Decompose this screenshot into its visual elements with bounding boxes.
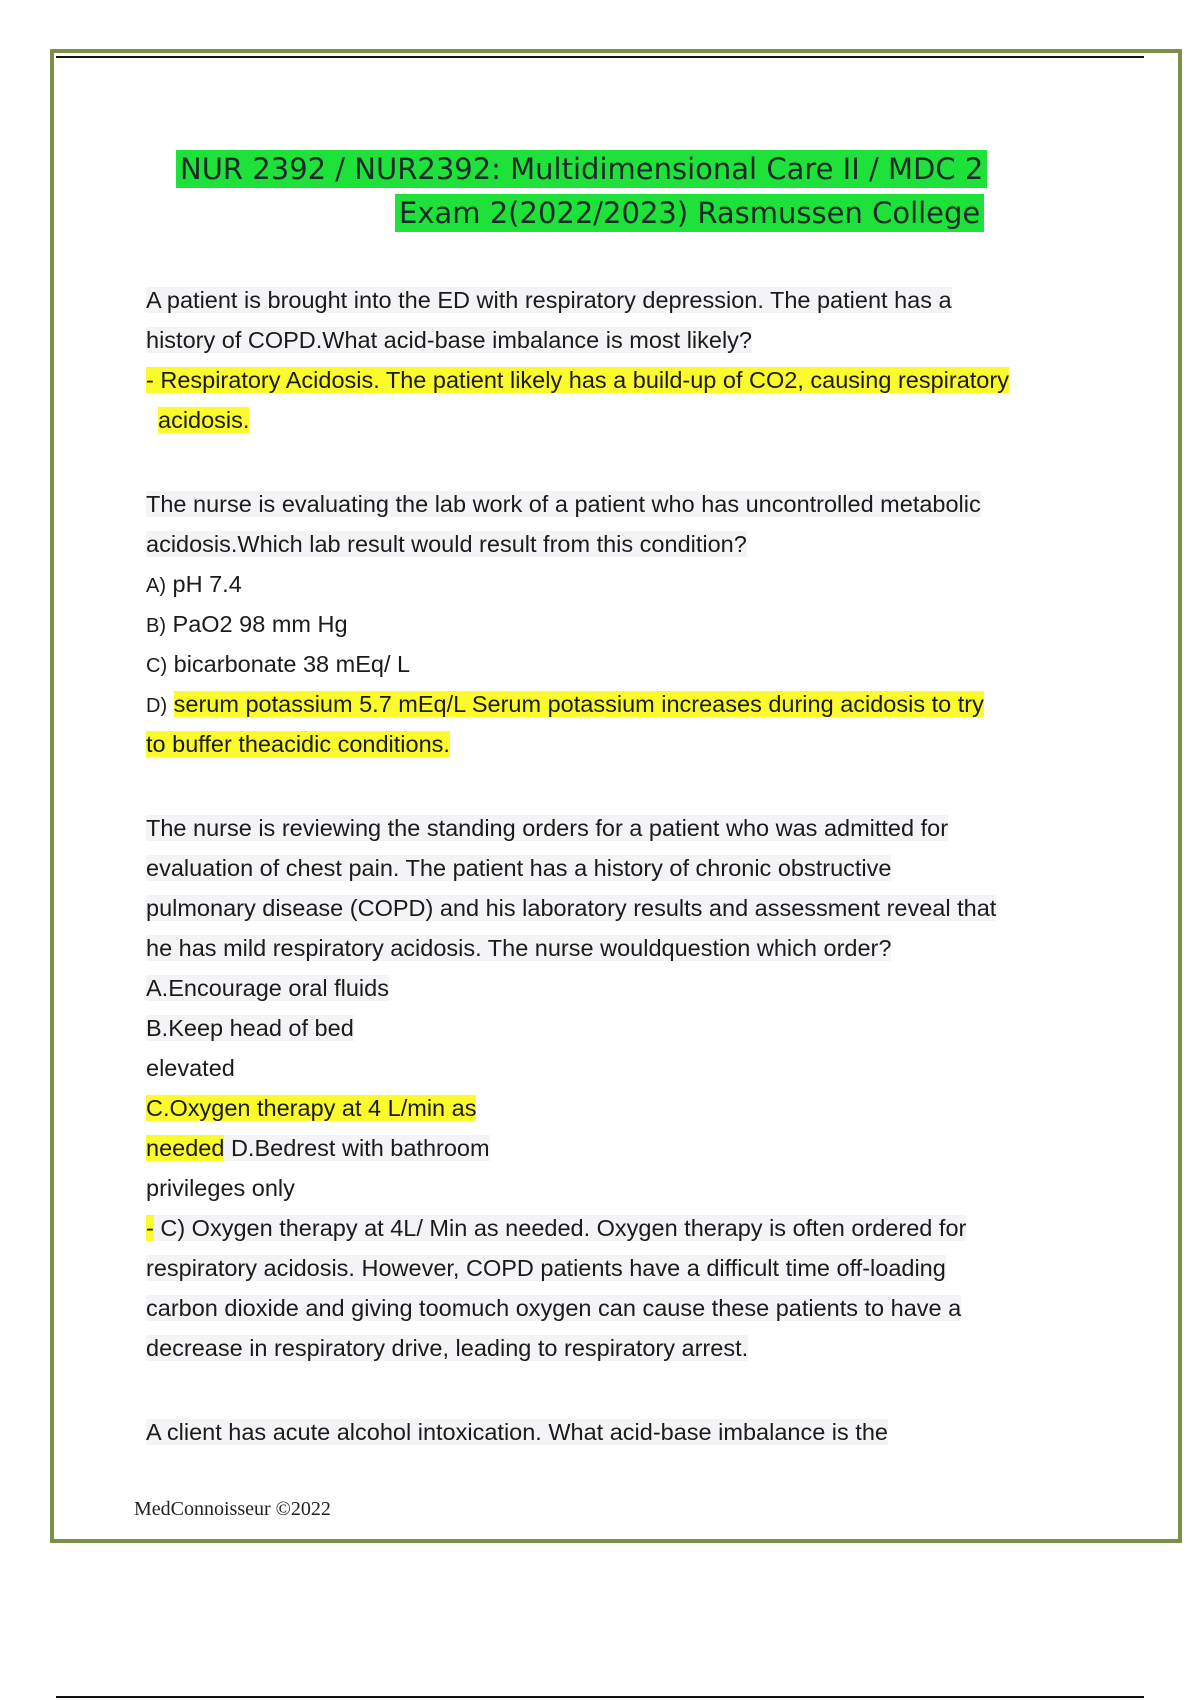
q1-answer-line-1: - Respiratory Acidosis. The patient likely has a build-up of CO2, causing respiratory <box>146 367 1009 393</box>
q2-option-a: pH 7.4 <box>166 571 242 597</box>
q3-answer-line-3: carbon dioxide and giving toomuch oxygen can cause these patients to have a <box>146 1295 962 1321</box>
q3-question-line-4: he has mild respiratory acidosis. The nurse wouldquestion which order? <box>146 935 892 961</box>
q2-option-b: PaO2 98 mm Hg <box>166 611 348 637</box>
q2-option-c: bicarbonate 38 mEq/ L <box>167 651 411 677</box>
q2-option-c-letter: C) <box>146 655 168 677</box>
q1-answer-line-2: acidosis. <box>158 407 250 433</box>
title-line-1: NUR 2392 / NUR2392: Multidimensional Care II / MDC 2 <box>176 150 987 188</box>
q2-option-d-continued: to buffer theacidic conditions. <box>146 731 450 757</box>
q3-option-d-line-2: privileges only <box>146 1175 295 1201</box>
q2-question-line-2: acidosis.Which lab result would result from this condition? <box>146 531 747 557</box>
bottom-rule <box>56 1696 1144 1698</box>
q1-question-line-2: history of COPD.What acid-base imbalance is most likely? <box>146 327 752 353</box>
q2-option-d: serum potassium 5.7 mEq/L Serum potassium increases during acidosis to try <box>173 691 984 717</box>
q3-option-d-line-1: D.Bedrest with bathroom <box>224 1135 490 1161</box>
title-line-2: Exam 2(2022/2023) Rasmussen College <box>395 194 984 232</box>
q3-question-line-3: pulmonary disease (COPD) and his laboratory results and assessment reveal that <box>146 895 997 921</box>
footer-copyright: MedConnoisseur ©2022 <box>134 1498 331 1520</box>
q3-option-b-line-1: B.Keep head of bed <box>146 1015 354 1041</box>
q2-option-d-letter: D) <box>146 695 168 717</box>
q3-question-line-1: The nurse is reviewing the standing orders for a patient who was admitted for <box>146 815 949 841</box>
q3-option-b-line-2: elevated <box>146 1055 235 1081</box>
q3-question-line-2: evaluation of chest pain. The patient has a history of chronic obstructive <box>146 855 892 881</box>
q3-answer-line-4: decrease in respiratory drive, leading to respiratory arrest. <box>146 1335 749 1361</box>
q3-answer-dash: - <box>146 1215 154 1241</box>
q3-option-c-line-1: C.Oxygen therapy at 4 L/min as <box>146 1095 477 1121</box>
q3-option-a: A.Encourage oral fluids <box>146 975 389 1001</box>
q3-option-c-line-2: needed <box>146 1135 225 1161</box>
document-body <box>146 280 1096 1452</box>
q3-answer-line-2: respiratory acidosis. However, COPD patients have a difficult time off-loading <box>146 1255 946 1281</box>
q2-question-line-1: The nurse is evaluating the lab work of a patient who has uncontrolled metabolic <box>146 491 981 517</box>
top-rule <box>56 56 1144 58</box>
q3-answer-line-1: C) Oxygen therapy at 4L/ Min as needed. Oxygen therapy is often ordered for <box>153 1215 967 1241</box>
q2-option-b-letter: B) <box>146 615 166 637</box>
q4-question-line-1: A client has acute alcohol intoxication. What acid-base imbalance is the <box>146 1419 888 1445</box>
q2-option-a-letter: A) <box>146 575 166 597</box>
q1-question-line-1: A patient is brought into the ED with respiratory depression. The patient has a <box>146 287 952 313</box>
